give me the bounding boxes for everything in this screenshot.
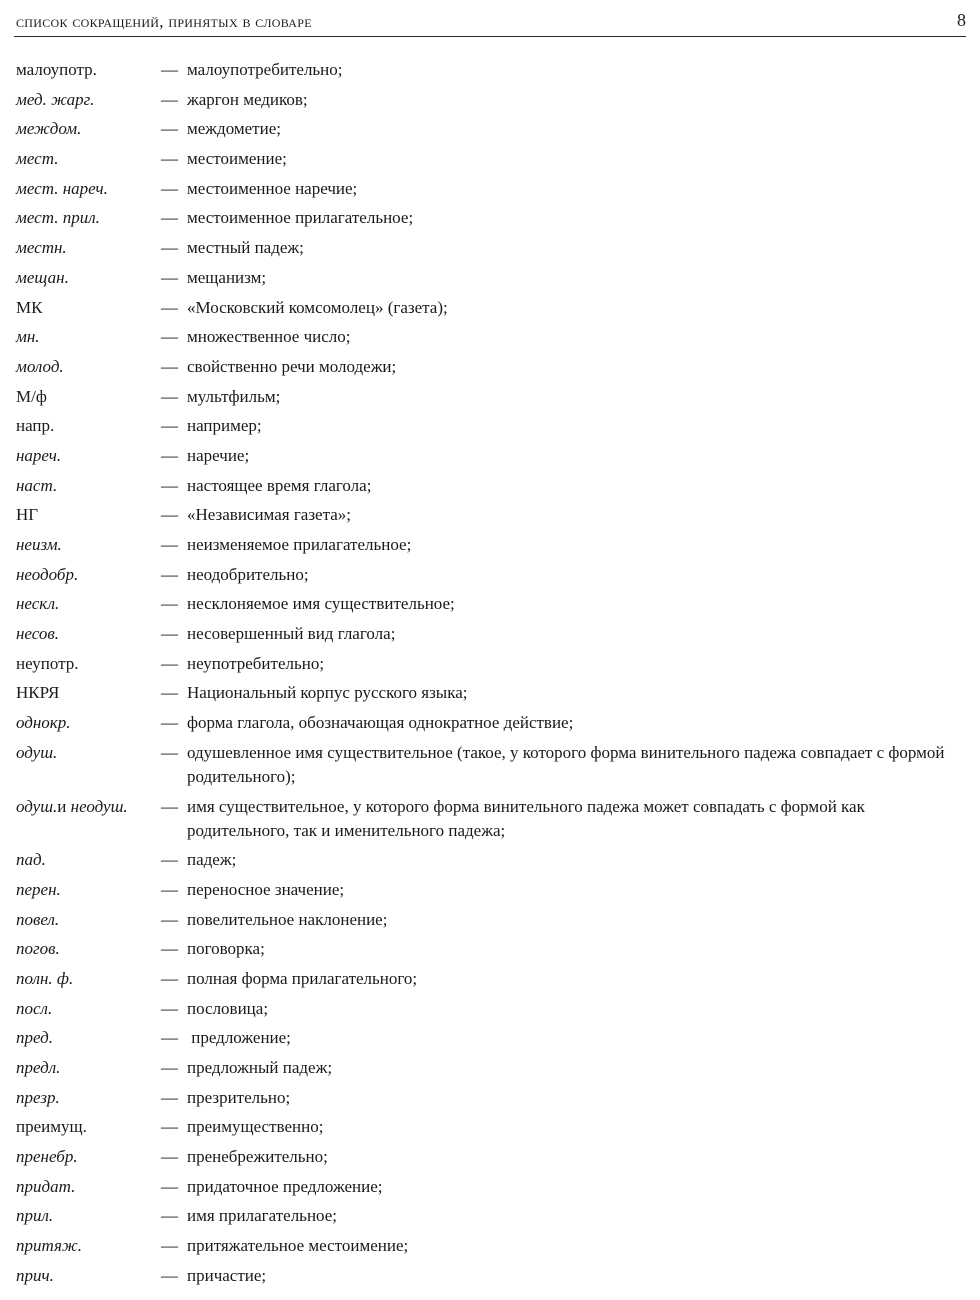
list-item xyxy=(16,741,961,789)
definition-text: множественное число; xyxy=(187,327,351,347)
definition xyxy=(161,1115,961,1139)
definition-text: форма глагола, обозначающая однократное действие; xyxy=(187,713,574,733)
list-item xyxy=(16,848,961,872)
em-dash: — xyxy=(161,267,178,287)
abbreviation: одуш. xyxy=(16,742,58,762)
list-item xyxy=(16,1264,961,1288)
definition xyxy=(161,206,961,230)
abbreviation: мн. xyxy=(16,327,40,347)
definition-text: пренебрежительно; xyxy=(187,1147,328,1167)
list-item xyxy=(16,1204,961,1228)
definition xyxy=(161,937,961,961)
list-item xyxy=(16,1234,961,1258)
definition xyxy=(161,1026,961,1050)
abbreviation: мед. жарг. xyxy=(16,89,95,109)
em-dash: — xyxy=(161,1087,178,1107)
definition xyxy=(161,266,961,290)
abbreviation: НКРЯ xyxy=(16,683,60,703)
abbreviation: презр. xyxy=(16,1087,60,1107)
definition-text: например; xyxy=(187,416,262,436)
definition xyxy=(161,681,961,705)
abbreviation: посл. xyxy=(16,998,53,1018)
em-dash: — xyxy=(161,1058,178,1077)
list-item xyxy=(16,563,961,587)
abbreviation: междом. xyxy=(16,119,82,139)
abbreviation: прич. xyxy=(16,1265,54,1285)
em-dash: — xyxy=(161,119,178,139)
definition xyxy=(161,385,961,409)
definition-text: Национальный корпус русского языка; xyxy=(187,683,468,703)
abbreviation: полн. ф. xyxy=(16,968,74,988)
list-item xyxy=(16,1145,961,1169)
definition-text: поговорка; xyxy=(187,939,265,959)
definition xyxy=(161,967,961,991)
list-item xyxy=(16,1026,961,1050)
definition-text: преимущественно; xyxy=(187,1117,324,1137)
em-dash: — xyxy=(161,297,178,317)
list-item xyxy=(16,652,961,676)
definition-text: местный падеж; xyxy=(187,238,304,258)
list-item xyxy=(16,1056,961,1080)
definition-text: «Московский комсомолец» (газета); xyxy=(187,297,448,317)
em-dash: — xyxy=(161,713,178,733)
definition xyxy=(161,236,961,260)
list-item xyxy=(16,795,961,843)
em-dash: — xyxy=(161,238,178,258)
definition-text: настоящее время глагола; xyxy=(187,475,372,495)
definition-text: одушевленное имя существительное (такое, у которого форма винительного падежа совпадает с формой родительного); xyxy=(187,742,945,786)
definition-text: презрительно; xyxy=(187,1087,291,1107)
em-dash: — xyxy=(161,327,178,347)
list-item xyxy=(16,937,961,961)
definition xyxy=(161,1234,961,1258)
em-dash: — xyxy=(161,178,178,198)
list-item xyxy=(16,711,961,735)
definition xyxy=(161,88,961,112)
abbreviation: мест. прил. xyxy=(16,208,100,228)
definition xyxy=(161,1086,961,1110)
definition xyxy=(161,652,961,676)
abbreviation: преимущ. xyxy=(16,1117,87,1137)
em-dash: — xyxy=(161,386,178,406)
definition-text: местоимение; xyxy=(187,149,287,169)
em-dash: — xyxy=(161,1206,178,1226)
definition-text: переносное значение; xyxy=(187,879,345,899)
definition-text: предложение; xyxy=(187,1028,291,1048)
definition xyxy=(161,1175,961,1199)
list-item xyxy=(16,325,961,349)
definition-text: наречие; xyxy=(187,445,250,465)
definition xyxy=(161,711,961,735)
abbreviation: прил. xyxy=(16,1206,54,1226)
definition xyxy=(161,908,961,932)
list-item xyxy=(16,908,961,932)
em-dash: — xyxy=(161,416,178,436)
list-item xyxy=(16,147,961,171)
list-item xyxy=(16,967,961,991)
abbreviation-list xyxy=(16,58,961,1294)
em-dash: — xyxy=(161,998,178,1018)
list-item xyxy=(16,1115,961,1139)
em-dash: — xyxy=(161,89,178,109)
definition-text: местоименное наречие; xyxy=(187,178,358,198)
definition xyxy=(161,741,961,789)
list-item xyxy=(16,236,961,260)
em-dash: — xyxy=(161,1117,178,1137)
em-dash: — xyxy=(161,742,178,762)
em-dash: — xyxy=(161,535,178,554)
em-dash: — xyxy=(161,208,178,228)
abbreviation: погов. xyxy=(16,939,60,959)
definition-text: причастие; xyxy=(187,1265,267,1285)
abbreviation: мещан. xyxy=(16,267,69,287)
abbreviation: пад. xyxy=(16,850,46,870)
definition xyxy=(161,177,961,201)
abbreviation xyxy=(16,795,161,819)
em-dash: — xyxy=(161,683,178,703)
abbreviation: нареч. xyxy=(16,445,62,465)
page-header xyxy=(14,10,966,37)
em-dash: — xyxy=(161,624,178,644)
abbreviation-part: одуш. xyxy=(16,796,58,816)
em-dash: — xyxy=(161,594,178,614)
list-item xyxy=(16,622,961,646)
abbreviation: пред. xyxy=(16,1028,53,1048)
abbreviation: НГ xyxy=(16,505,39,525)
list-item xyxy=(16,592,961,616)
definition xyxy=(161,444,961,468)
em-dash: — xyxy=(161,1236,178,1256)
list-item xyxy=(16,296,961,320)
definition-text: имя существительное, у которого форма винительного падежа может совпадать с формой как родительного, так и именительного падежа; xyxy=(187,796,865,840)
list-item xyxy=(16,385,961,409)
list-item xyxy=(16,88,961,112)
list-item xyxy=(16,177,961,201)
list-item xyxy=(16,355,961,379)
list-item xyxy=(16,1175,961,1199)
definition xyxy=(161,878,961,902)
em-dash: — xyxy=(161,653,178,673)
definition xyxy=(161,563,961,587)
definition xyxy=(161,533,961,557)
definition-text: придаточное предложение; xyxy=(187,1176,383,1196)
abbreviation: малоупотр. xyxy=(16,60,97,79)
list-item xyxy=(16,474,961,498)
list-item xyxy=(16,503,961,527)
abbreviation: напр. xyxy=(16,416,55,436)
abbreviation: повел. xyxy=(16,909,60,929)
abbreviation-part: и xyxy=(57,796,67,816)
list-item xyxy=(16,206,961,230)
definition xyxy=(161,997,961,1021)
abbreviation: нескл. xyxy=(16,594,60,614)
em-dash: — xyxy=(161,968,178,988)
abbreviation-part: неодуш. xyxy=(66,796,128,816)
definition-text: имя прилагательное; xyxy=(187,1206,338,1226)
em-dash: — xyxy=(161,564,178,584)
list-item xyxy=(16,878,961,902)
definition xyxy=(161,325,961,349)
definition-text: «Независимая газета»; xyxy=(187,505,351,525)
abbreviation: неодобр. xyxy=(16,564,79,584)
list-item xyxy=(16,117,961,141)
definition xyxy=(161,1056,961,1080)
em-dash: — xyxy=(161,879,178,899)
definition-text: местоименное прилагательное; xyxy=(187,208,414,228)
definition-text: жаргон медиков; xyxy=(187,89,308,109)
em-dash: — xyxy=(161,1265,178,1285)
abbreviation: местн. xyxy=(16,238,67,258)
list-item xyxy=(16,58,961,82)
definition-text: полная форма прилагательного; xyxy=(187,968,418,988)
list-item xyxy=(16,681,961,705)
definition-text: несовершенный вид глагола; xyxy=(187,624,396,644)
definition xyxy=(161,58,961,82)
abbreviation: мест. xyxy=(16,149,59,169)
definition-text: свойственно речи молодежи; xyxy=(187,356,397,376)
em-dash: — xyxy=(161,149,178,169)
definition-text: малоупотребительно; xyxy=(187,60,343,79)
abbreviation: М/ф xyxy=(16,386,47,406)
definition xyxy=(161,296,961,320)
definition xyxy=(161,1264,961,1288)
em-dash: — xyxy=(161,475,178,495)
definition-text: неодобрительно; xyxy=(187,564,309,584)
definition xyxy=(161,1204,961,1228)
definition xyxy=(161,848,961,872)
abbreviation: несов. xyxy=(16,624,60,644)
definition-text: мещанизм; xyxy=(187,267,267,287)
definition xyxy=(161,622,961,646)
em-dash: — xyxy=(161,356,178,376)
definition-text: несклоняемое имя существительное; xyxy=(187,594,455,614)
list-item xyxy=(16,444,961,468)
abbreviation: предл. xyxy=(16,1058,61,1077)
definition-text: притяжательное местоимение; xyxy=(187,1236,409,1256)
definition xyxy=(161,1145,961,1169)
list-item xyxy=(16,997,961,1021)
em-dash: — xyxy=(161,850,178,870)
page-number: 8 xyxy=(957,10,966,30)
definition xyxy=(161,592,961,616)
em-dash: — xyxy=(161,1028,178,1048)
definition xyxy=(161,355,961,379)
em-dash: — xyxy=(161,1176,178,1196)
definition xyxy=(161,795,961,843)
em-dash: — xyxy=(161,445,178,465)
list-item xyxy=(16,266,961,290)
em-dash: — xyxy=(161,60,178,79)
definition-text: междометие; xyxy=(187,119,281,139)
em-dash: — xyxy=(161,1147,178,1167)
definition-text: мультфильм; xyxy=(187,386,281,406)
list-item xyxy=(16,1086,961,1110)
em-dash: — xyxy=(161,505,178,525)
definition-text: пословица; xyxy=(187,998,269,1018)
definition-text: неупотребительно; xyxy=(187,653,325,673)
definition-text: неизменяемое прилагательное; xyxy=(187,535,412,554)
page-title: список сокращений, принятых в словаре xyxy=(16,12,312,31)
definition-text: падеж; xyxy=(187,850,237,870)
list-item xyxy=(16,533,961,557)
abbreviation: молод. xyxy=(16,356,64,376)
definition xyxy=(161,503,961,527)
abbreviation: наст. xyxy=(16,475,58,495)
definition xyxy=(161,117,961,141)
definition-text: повелительное наклонение; xyxy=(187,909,388,929)
abbreviation: неизм. xyxy=(16,535,62,554)
list-item xyxy=(16,414,961,438)
abbreviation: однокр. xyxy=(16,713,71,733)
definition xyxy=(161,414,961,438)
abbreviation: неупотр. xyxy=(16,653,79,673)
em-dash: — xyxy=(161,939,178,959)
definition xyxy=(161,147,961,171)
abbreviation: придат. xyxy=(16,1176,76,1196)
definition-text: предложный падеж; xyxy=(187,1058,333,1077)
abbreviation: пренебр. xyxy=(16,1147,78,1167)
definition xyxy=(161,474,961,498)
abbreviation: притяж. xyxy=(16,1236,82,1256)
abbreviation: МК xyxy=(16,297,43,317)
em-dash: — xyxy=(161,909,178,929)
abbreviation: мест. нареч. xyxy=(16,178,108,198)
em-dash: — xyxy=(161,796,178,816)
abbreviation: перен. xyxy=(16,879,61,899)
